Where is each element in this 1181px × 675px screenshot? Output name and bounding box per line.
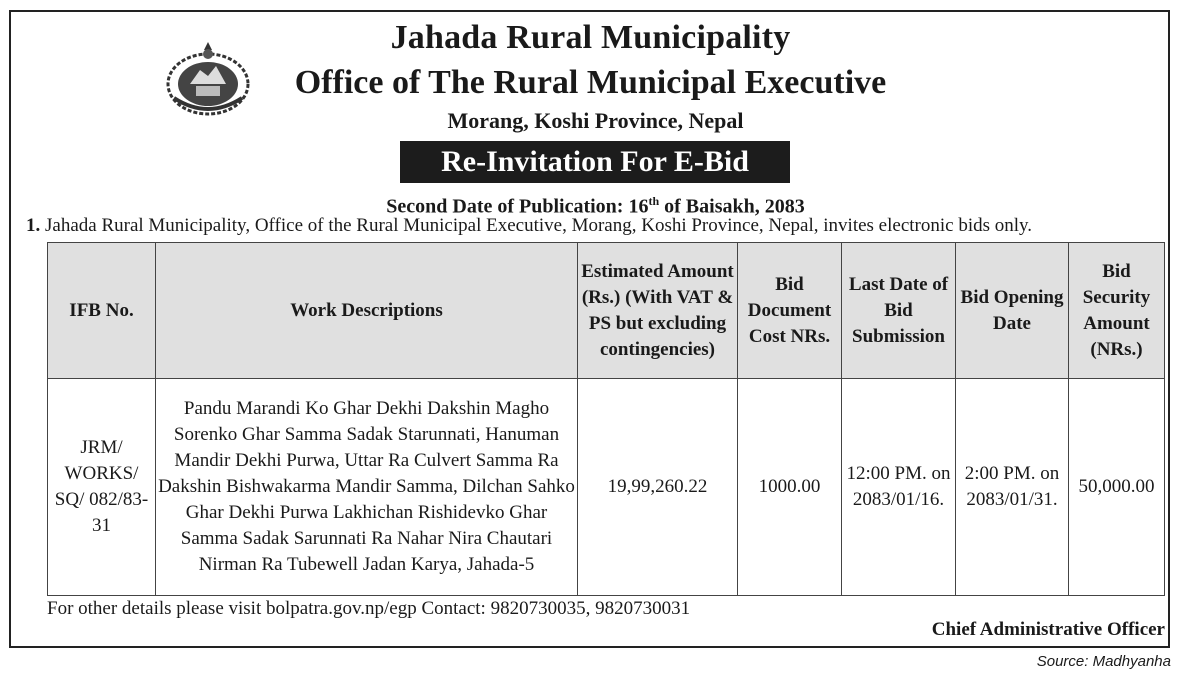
header-ifb-no: IFB No. xyxy=(48,243,156,379)
source-credit: Source: Madhyanha xyxy=(1036,653,1171,670)
intro-paragraph xyxy=(26,214,1166,238)
table-header-row xyxy=(48,243,1165,379)
cell-estimated-amount: 19,99,260.22 xyxy=(578,379,738,596)
location-line: Morang, Koshi Province, Nepal xyxy=(447,108,744,133)
cell-opening-date: 2:00 PM. on 2083/01/31. xyxy=(956,379,1069,596)
publication-date-prefix: Second Date of Publication: 16 xyxy=(386,195,649,218)
header-doc-cost: Bid Document Cost NRs. xyxy=(738,243,842,379)
cell-doc-cost: 1000.00 xyxy=(738,379,842,596)
signature-title: Chief Administrative Officer xyxy=(931,619,1165,640)
intro-text: Jahada Rural Municipality, Office of the Rural Municipal Executive, Morang, Koshi Province, Nepal, invites electronic bids only. xyxy=(45,215,1033,236)
header-last-date: Last Date of Bid Submission xyxy=(842,243,956,379)
publication-date-rest: of Baisakh, 2083 xyxy=(659,195,805,218)
publication-date-ordinal: th xyxy=(648,194,660,208)
footer-details: For other details please visit bolpatra.gov.np/egp Contact: 9820730035, 9820730031 xyxy=(47,598,691,619)
table-row xyxy=(48,379,1165,596)
bid-table xyxy=(47,242,1165,596)
header-opening-date: Bid Opening Date xyxy=(956,243,1069,379)
header-security-amount: Bid Security Amount (NRs.) xyxy=(1069,243,1165,379)
office-title: Office of The Rural Municipal Executive xyxy=(294,64,887,101)
intro-number: 1. xyxy=(26,215,41,236)
header-estimated-amount: Estimated Amount (Rs.) (With VAT & PS but excluding contingencies) xyxy=(578,243,738,379)
header-work-descriptions: Work Descriptions xyxy=(156,243,578,379)
cell-description: Pandu Marandi Ko Ghar Dekhi Dakshin Magho Sorenko Ghar Samma Sadak Starunnati, Hanuman Mandir Dekhi Purwa, Uttar Ra Culvert Samma Ra Dakshin Bishwakarma Mandir Samma, Dilchan Sahko Ghar Dekhi Purwa Lakhichan Rishidevko Ghar Samma Sadak Sarunnati Ra Nahar Nira Chautari Nirman Ra Tubewell Jadan Karya, Jahada-5 xyxy=(156,379,578,596)
cell-security-amount: 50,000.00 xyxy=(1069,379,1165,596)
cell-last-date: 12:00 PM. on 2083/01/16. xyxy=(842,379,956,596)
cell-ifb-no: JRM/ WORKS/ SQ/ 082/83-31 xyxy=(48,379,156,596)
municipality-title: Jahada Rural Municipality xyxy=(390,19,791,56)
notice-banner: Re-Invitation For E-Bid xyxy=(400,141,790,183)
